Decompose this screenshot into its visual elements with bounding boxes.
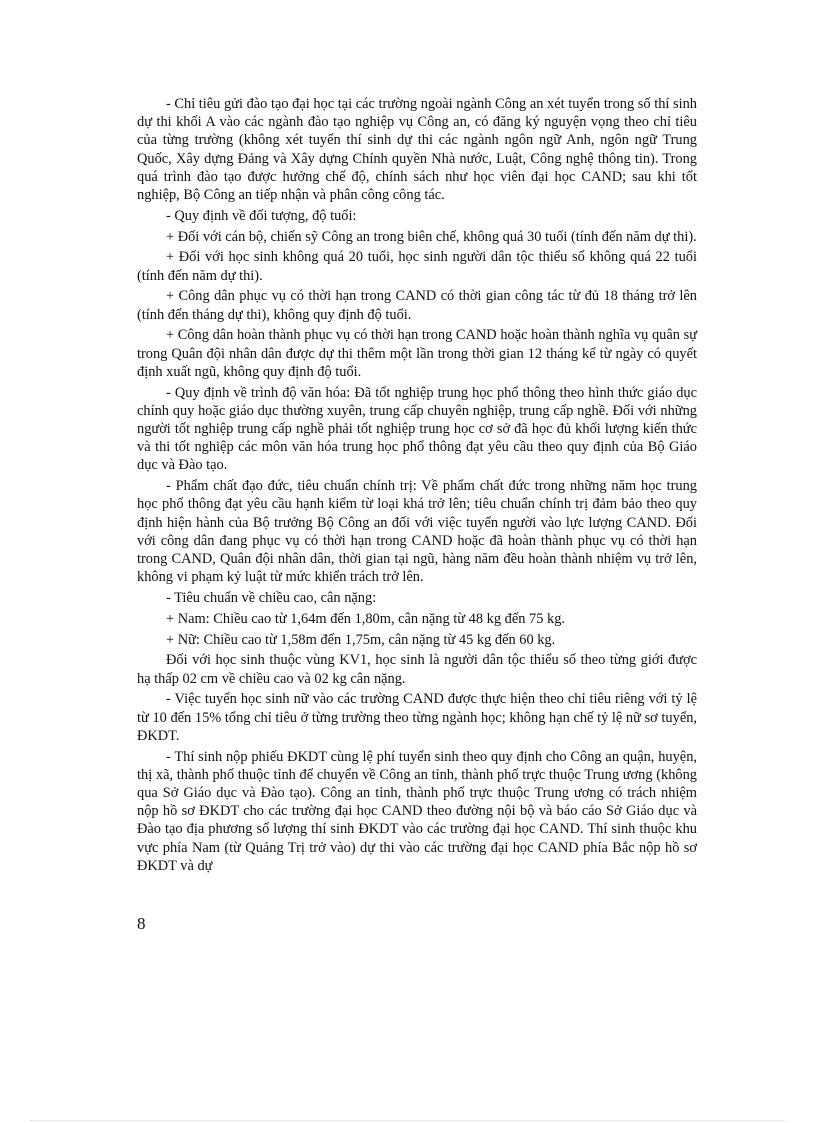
paragraph-female-standard: + Nữ: Chiều cao từ 1,58m đến 1,75m, cân nặng từ 45 kg đến 60 kg.	[166, 631, 556, 648]
paragraph-discharged-citizen: + Công dân hoàn thành phục vụ có thời hạn trong CAND hoặc hoàn thành nghĩa vụ quân sự trong Quân đội nhân dân được dự thi thêm một lần trong thời gian 12 tháng kể từ ngày có quyết định xuất ngũ, không quy định độ tuổi.	[137, 327, 697, 380]
paragraph-education-level: - Quy định về trình độ văn hóa: Đã tốt nghiệp trung học phổ thông theo hình thức giáo dục chính quy hoặc giáo dục thường xuyên, trung cấp chuyên nghiệp, trung cấp nghề. Đối với những người tốt nghiệp trung cấp nghề phải tốt nghiệp trung học cơ sở đã học đủ khối lượng kiến thức và thi tốt nghiệp các môn văn hóa trung học phổ thông đạt yêu cầu theo quy định của Bộ Giáo dục và Đào tạo.	[137, 384, 697, 474]
paragraph-officer-age: + Đối với cán bộ, chiến sỹ Công an trong biên chế, không quá 30 tuổi (tính đến năm dự thi).	[166, 228, 697, 245]
paragraph-student-age: + Đối với học sinh không quá 20 tuổi, học sinh người dân tộc thiểu số không quá 22 tuổi (tính đến năm dự thi).	[137, 249, 697, 284]
page-number: 8	[137, 914, 146, 933]
paragraph-training-quota: - Chỉ tiêu gửi đào tạo đại học tại các trường ngoài ngành Công an xét tuyển trong số thí sinh dự thi khối A vào các ngành đào tạo nghiệp vụ Công an, có đăng ký nguyện vọng theo chỉ tiêu của từng trường (không xét tuyển thí sinh dự thi các ngành ngôn ngữ Anh, ngôn ngữ Trung Quốc, Xây dựng Đảng và Xây dựng Chính quyền Nhà nước, Luật, Công nghệ thông tin). Trong quá trình đào tạo được hưởng chế độ, chính sách như học viên đại học CAND; sau khi tốt nghiệp, Bộ Công an tiếp nhận và phân công công tác.	[137, 96, 697, 204]
paragraph-moral-political: - Phẩm chất đạo đức, tiêu chuẩn chính trị: Về phẩm chất đức trong những năm học trung học phổ thông đạt yêu cầu hạnh kiểm từ loại khá trở lên; tiêu chuẩn chính trị đảm bảo theo quy định hiện hành của Bộ trưởng Bộ Công an đối với việc tuyển người vào lực lượng CAND. Đối với công dân đang phục vụ có thời hạn trong CAND hoặc đã hoàn thành phục vụ có thời hạn trong CAND, Quân đội nhân dân, thời gian tại ngũ, hàng năm đều hoàn thành nhiệm vụ trở lên, không vi phạm kỷ luật từ mức khiển trách trở lên.	[137, 478, 697, 586]
paragraph-height-weight-heading: - Tiêu chuẩn về chiều cao, cân nặng:	[166, 590, 377, 607]
paragraph-male-standard: + Nam: Chiều cao từ 1,64m đến 1,80m, cân nặng từ 48 kg đến 75 kg.	[166, 610, 566, 627]
paragraph-registration: - Thí sinh nộp phiếu ĐKDT cùng lệ phí tuyển sinh theo quy định cho Công an quận, huyện, thị xã, thành phố thuộc tỉnh để chuyển về Công an tỉnh, thành phố trực thuộc Trung ương (không qua Sở Giáo dục và Đào tạo). Công an tỉnh, thành phố trực thuộc Trung ương có trách nhiệm nộp hồ sơ ĐKDT cho các trường đại học CAND theo đường nội bộ và báo cáo Sở Giáo dục và Đào tạo địa phương số lượng thí sinh ĐKDT vào các trường đại học CAND. Thí sinh thuộc khu vực phía Nam (từ Quảng Trị trở vào) dự thi vào các trường đại học CAND phía Bắc nộp hồ sơ ĐKDT và dự	[137, 748, 697, 874]
paragraph-serving-citizen: + Công dân phục vụ có thời hạn trong CAND có thời gian công tác từ đủ 18 tháng trở lên (tính đến tháng dự thi), không quy định độ tuổi.	[137, 288, 697, 323]
paragraph-kv1-exception: Đối với học sinh thuộc vùng KV1, học sinh là người dân tộc thiểu số theo từng giới được hạ thấp 02 cm về chiều cao và 02 kg cân nặng.	[137, 652, 697, 687]
paragraph-eligibility-heading: - Quy định về đối tượng, độ tuổi:	[166, 207, 357, 224]
document-body	[137, 95, 697, 878]
paragraph-female-quota: - Việc tuyển học sinh nữ vào các trường CAND được thực hiện theo chỉ tiêu riêng với tỷ lệ từ 10 đến 15% tổng chỉ tiêu ở từng trường theo từng ngành học; không hạn chế tỷ lệ nữ sơ tuyển, ĐKDT.	[137, 691, 697, 744]
page-bottom-divider	[30, 1120, 786, 1121]
